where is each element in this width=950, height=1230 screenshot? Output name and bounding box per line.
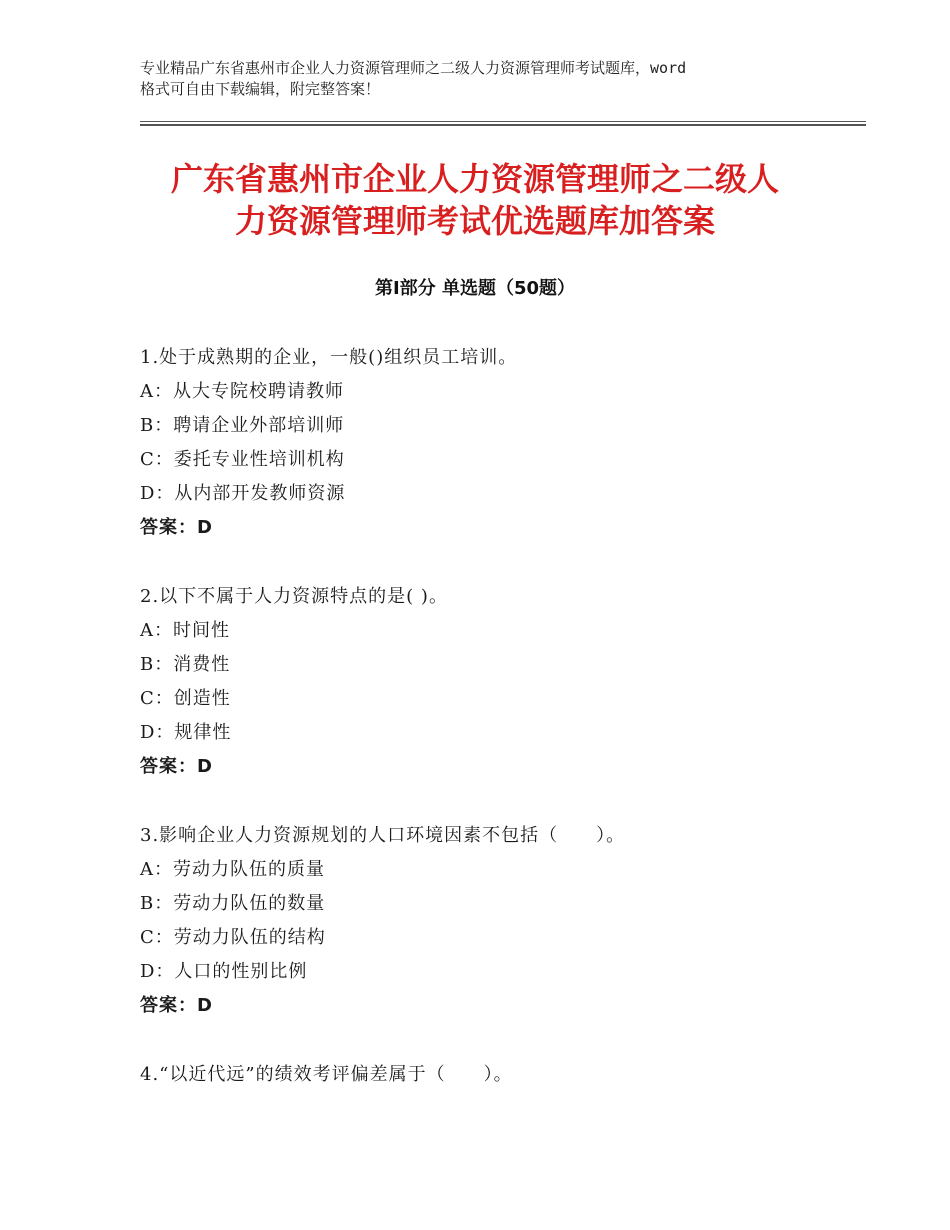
header-divider xyxy=(140,121,866,126)
header-note-line: 格式可自由下载编辑，附完整答案！ xyxy=(140,80,381,98)
option-d: D：人口的性别比例 xyxy=(140,961,308,982)
header-note-line: 专业精品广东省惠州市企业人力资源管理师之二级人力资源管理师考试题库，word xyxy=(140,59,687,77)
answer-label: 答案：D xyxy=(140,995,213,1016)
question-stem: 2.以下不属于人力资源特点的是( )。 xyxy=(140,586,448,607)
question-stem: 1.处于成熟期的企业，一般()组织员工培训。 xyxy=(140,347,518,368)
option-a: A：劳动力队伍的质量 xyxy=(140,859,325,880)
option-c: C：委托专业性培训机构 xyxy=(140,449,345,470)
option-b: B：劳动力队伍的数量 xyxy=(140,893,326,914)
question-item xyxy=(140,341,860,545)
option-b: B：聘请企业外部培训师 xyxy=(140,415,345,436)
question-list xyxy=(140,341,860,1127)
option-c: C：劳动力队伍的结构 xyxy=(140,927,326,948)
option-a: A：时间性 xyxy=(140,620,230,641)
document-title-line: 广东省惠州市企业人力资源管理师之二级人 xyxy=(170,160,779,198)
option-b: B：消费性 xyxy=(140,654,231,675)
answer-label: 答案：D xyxy=(140,517,213,538)
option-d: D：从内部开发教师资源 xyxy=(140,483,346,504)
document-title xyxy=(80,158,870,242)
question-item xyxy=(140,1058,860,1092)
answer-label: 答案：D xyxy=(140,756,213,777)
option-d: D：规律性 xyxy=(140,722,232,743)
option-a: A：从大专院校聘请教师 xyxy=(140,381,344,402)
header-note xyxy=(140,58,840,100)
question-item xyxy=(140,819,860,1023)
question-stem: 4.“以近代远”的绩效考评偏差属于（ ）。 xyxy=(140,1064,513,1085)
question-item xyxy=(140,580,860,784)
question-stem: 3.影响企业人力资源规划的人口环境因素不包括（ ）。 xyxy=(140,825,626,846)
document-title-line: 力资源管理师考试优选题库加答案 xyxy=(234,202,715,240)
option-c: C：创造性 xyxy=(140,688,231,709)
section-title: 第Ⅰ部分 单选题（50题） xyxy=(374,278,575,299)
